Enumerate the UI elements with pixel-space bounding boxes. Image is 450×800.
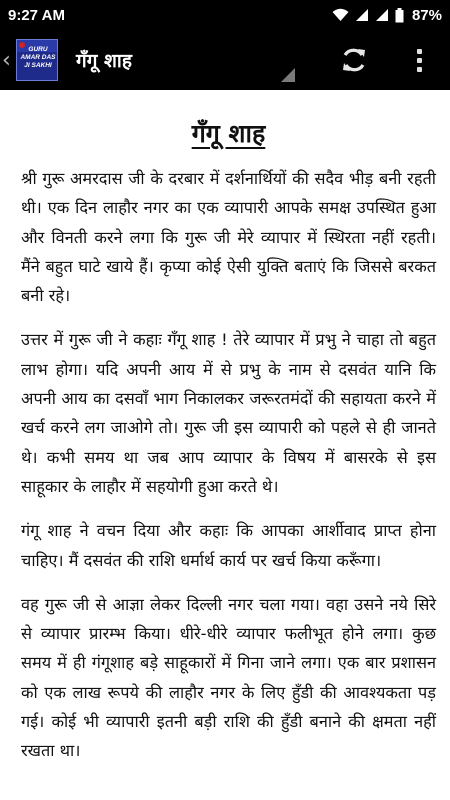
article-paragraph-4: वह गुरू जी से आज्ञा लेकर दिल्ली नगर चला गया। वहा उसने नये सिरे से व्यापार प्रारम्भ किया। धीरे-धीरे व्यापार फलीभूत होने लगा। कुछ समय में ही गंगूशाह बड़े साहूकारों में गिना जाने लगा। एक बार प्रशासन को एक लाख रूपये की लाहौर नगर के लिए हुँडी की आवश्यकता पड़ गई। कोई भी व्यापारी इतनी बड़ी राशि की हुँडी बनाने की क्षमता नहीं रखता था। [21,594,436,761]
overflow-indicator-icon [281,68,295,82]
signal-icon [375,8,389,22]
status-bar [0,0,450,30]
wifi-icon [332,8,349,22]
app-logo[interactable] [16,39,58,81]
refresh-button[interactable] [334,40,374,80]
article-paragraph-3: गंगू शाह ने वचन दिया और कहाः कि आपका आर्शीवाद प्राप्त होना चाहिए। मैं दसवंत की राशि धर्मार्थ कार्य पर खर्च किया करूँगा। [21,521,436,570]
app-bar [0,30,450,90]
app-logo-text: GURU AMAR DAS JI SAKHI [20,46,56,69]
more-options-button[interactable] [404,40,434,80]
status-icons [332,7,442,24]
more-vert-icon [417,49,422,72]
article-paragraph-2: उत्तर में गुरू जी ने कहाः गँगू शाह ! तेरे व्यापार में प्रभु ने चाहा तो बहुत लाभ होगा। यदि अपनी आय में से प्रभु के नाम से दसवंत यानि कि अपनी आय का दसवाँ भाग निकालकर जरूरतमंदों की सहायता करने में खर्च करने लग जाओगे तो। गुरू जी इस व्यापारी को पहले से ही जानते थे। कभी समय था जब आप व्यापार के विषय में बासरके से इस साहूकार के लाहौर में सहयोगी हुआ करते थे। [21,330,436,496]
battery-icon [395,8,404,23]
app-title: गँगू शाह [76,50,132,72]
signal-icon [355,8,369,22]
status-time: 9:27 AM [8,6,65,24]
article-heading: गँगू शाह [191,119,266,148]
refresh-icon [340,46,368,74]
battery-level: 87% [411,6,442,24]
article-content[interactable] [0,90,450,800]
back-chevron-icon[interactable]: ‹ [2,47,11,73]
article-paragraph-1: श्री गुरू अमरदास जी के दरबार में दर्शनार्थियों की सदैव भीड़ बनी रहती थी। एक दिन लाहौर नगर का एक व्यापारी आपके समक्ष उपस्थित हुआ और विनती करने लगा कि गुरू जी मेरे व्यापार में स्थिरता नहीं रहती। मैंने बहुत घाटे खाये हैं। कृप्या कोई ऐसी युक्ति बताएं कि जिससे बरकत बनी रहे। [21,169,436,306]
